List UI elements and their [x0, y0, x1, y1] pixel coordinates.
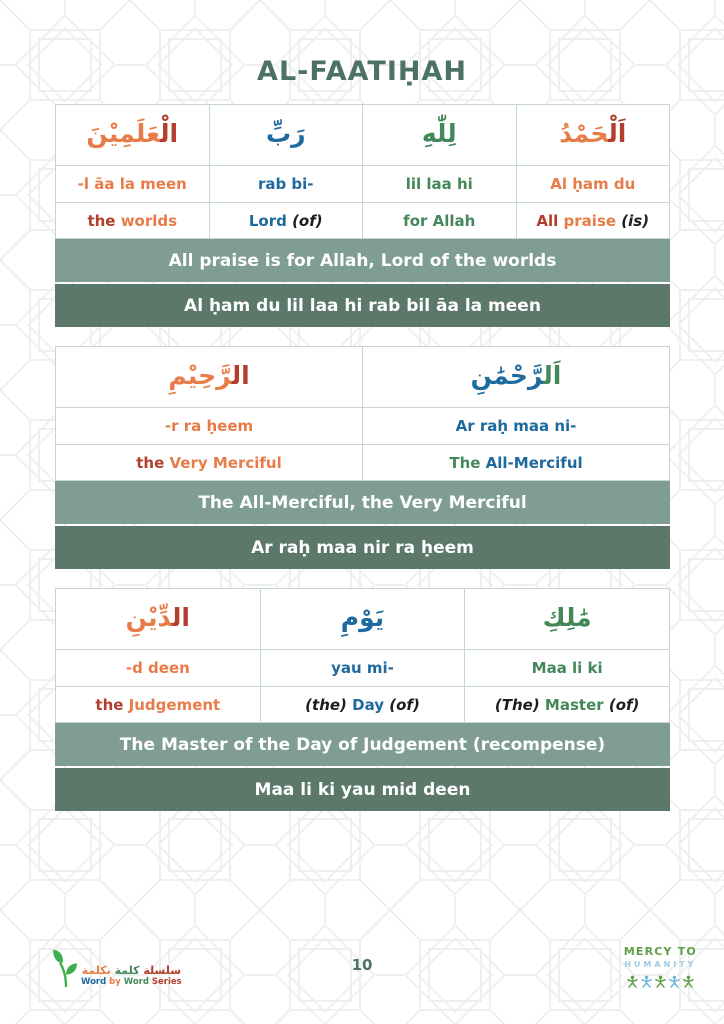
word-transliteration-cell: lil laa hi [363, 166, 517, 203]
word-translation-cell: for Allah [363, 203, 517, 239]
series-logo-text [81, 964, 182, 988]
word-translation-cell: (The) Master (of) [465, 687, 670, 723]
word-arabic-cell: رَبِّ [209, 105, 363, 166]
word-arabic-cell: اَلْ‍‍حَمْدُ [516, 105, 670, 166]
verse-transliteration-bar: Maa li ki yau mid deen [55, 768, 670, 811]
word-arabic-cell: مَٰلِكِ [465, 589, 670, 650]
word-arabic-cell: يَوْمِ [260, 589, 465, 650]
verse-transliteration-bar: Ar raḥ maa nir ra ḥeem [55, 526, 670, 569]
verse-block [55, 104, 670, 327]
sprout-icon [52, 948, 78, 988]
word-arabic-cell: لِلّٰهِ [363, 105, 517, 166]
verse-translation-bar: The Master of the Day of Judgement (recompense) [55, 723, 670, 766]
word-transliteration-cell: Al ḥam du [516, 166, 670, 203]
word-transliteration-cell: yau mi- [260, 650, 465, 687]
verse-translation-bar: All praise is for Allah, Lord of the worlds [55, 239, 670, 282]
word-translation-cell: the Judgement [56, 687, 261, 723]
word-table [55, 346, 670, 481]
word-transliteration-cell: rab bi- [209, 166, 363, 203]
word-translation-cell: the worlds [56, 203, 210, 239]
mercy-figures [624, 973, 697, 994]
mercy-logo-line2: HUMANITY [624, 959, 697, 969]
page-footer [0, 938, 724, 1002]
verse-blocks [55, 104, 670, 811]
page-title: AL-FAATIḤAH [257, 56, 467, 87]
word-transliteration-cell: Maa li ki [465, 650, 670, 687]
word-translation-cell: The All-Merciful [363, 445, 670, 481]
word-transliteration-cell: -d deen [56, 650, 261, 687]
mercy-logo-line1: MERCY TO [623, 944, 697, 958]
word-arabic-cell: ال‍‍رَّحِيْمِ [56, 347, 363, 408]
word-table [55, 104, 670, 239]
person-figure-icon [669, 973, 680, 994]
person-figure-icon [683, 973, 694, 994]
person-figure-icon [655, 973, 666, 994]
word-by-word-series-logo [52, 948, 182, 988]
word-table [55, 588, 670, 723]
page-number: 10 [351, 956, 373, 974]
word-translation-cell: the Very Merciful [56, 445, 363, 481]
series-english-title: Word by Word Series [81, 977, 182, 988]
word-transliteration-cell: -r ra ḥeem [56, 408, 363, 445]
word-transliteration-cell: -l āa la meen [56, 166, 210, 203]
verse-block [55, 346, 670, 569]
person-figure-icon [627, 973, 638, 994]
verse-translation-bar: The All-Merciful, the Very Merciful [55, 481, 670, 524]
word-translation-cell: All praise (is) [516, 203, 670, 239]
word-transliteration-cell: Ar raḥ maa ni- [363, 408, 670, 445]
verse-block [55, 588, 670, 811]
series-arabic-title: سلسلة كلمة بكلمة [81, 963, 182, 977]
word-arabic-cell: الْ‍‍عَلَمِيْنَ [56, 105, 210, 166]
person-figure-icon [641, 973, 652, 994]
word-translation-cell: (the) Day (of) [260, 687, 465, 723]
word-arabic-cell: اَل‍‍رَّحْمَٰنِ [363, 347, 670, 408]
mercy-to-humanity-logo [624, 945, 697, 994]
verse-transliteration-bar: Al ḥam du lil laa hi rab bil āa la meen [55, 284, 670, 327]
word-translation-cell: Lord (of) [209, 203, 363, 239]
word-arabic-cell: ال‍‍دِّيْنِ [56, 589, 261, 650]
